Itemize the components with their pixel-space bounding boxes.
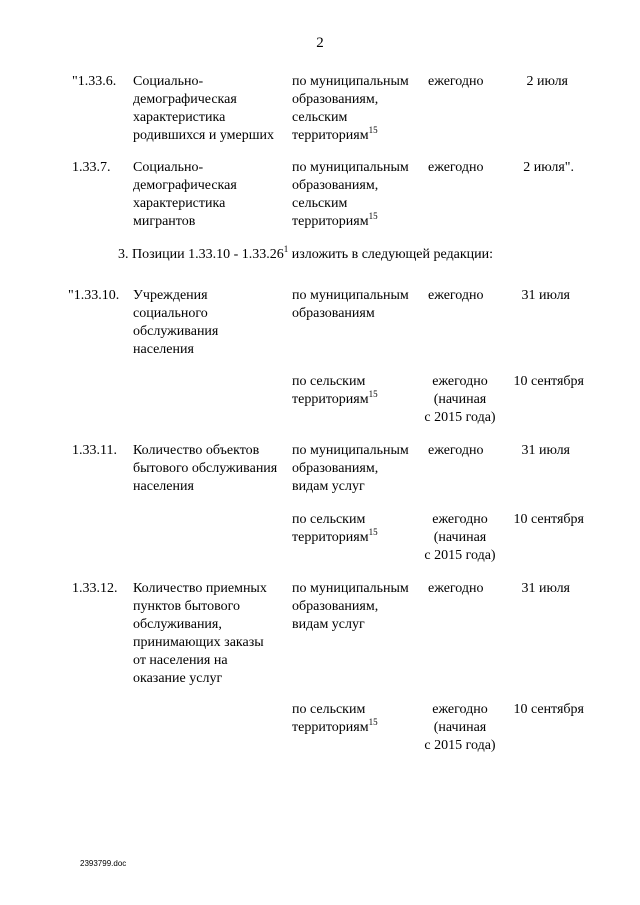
item-sub-breakdown: по сельским территориям$^{15}$ (292, 374, 378, 407)
item-breakdown: по муниципальным образованиям, видам услуг (292, 443, 409, 494)
item-title: Количество объектов бытового обслуживания населения (133, 443, 278, 494)
item-number: 1.33.7. (72, 160, 111, 175)
item-frequency: ежегодно (428, 581, 484, 596)
item-deadline: 2 июля (526, 74, 568, 89)
item-title: Социально- демографическая характеристика родившихся и умерших (133, 74, 274, 143)
footnote-mark: 1 (283, 244, 289, 254)
footnote-mark: 15 (368, 125, 378, 135)
item-deadline: 31 июля (521, 288, 570, 303)
item-sub-deadline: 10 сентября (513, 374, 584, 389)
item-frequency: ежегодно (428, 160, 484, 175)
item-frequency: ежегодно (428, 288, 484, 303)
item-frequency: ежегодно (428, 74, 484, 89)
item-sub-frequency: ежегодно (начиная с 2015 года) (424, 702, 496, 753)
item-sub-breakdown: по сельским территориям$^{15}$ (292, 512, 378, 545)
item-deadline: 2 июля". (523, 160, 574, 175)
item-number: "1.33.10. (68, 288, 120, 303)
footnote-mark: 15 (368, 389, 378, 399)
footnote-mark: 15 (368, 211, 378, 221)
item-title: Социально- демографическая характеристика мигрантов (133, 160, 237, 229)
item-breakdown: по муниципальным образованиям, видам услуг (292, 581, 409, 632)
item-breakdown: по муниципальным образованиям (292, 288, 409, 321)
item-frequency: ежегодно (428, 443, 484, 458)
item-title: Количество приемных пунктов бытового обслуживания, принимающих заказы от населения на оказание услуг (133, 581, 267, 686)
item-number: "1.33.6. (72, 74, 117, 89)
item-title: Учреждения социального обслуживания населения (133, 288, 219, 357)
item-number: 1.33.11. (72, 443, 117, 458)
item-number: 1.33.12. (72, 581, 118, 596)
item-breakdown: по муниципальным образованиям, сельским территориям$^{15}$ (292, 74, 409, 143)
item-sub-frequency: ежегодно (начиная с 2015 года) (424, 374, 496, 425)
item-sub-frequency: ежегодно (начиная с 2015 года) (424, 512, 496, 563)
document-filename: 2393799.doc (80, 859, 127, 868)
item-deadline: 31 июля (521, 581, 570, 596)
item-breakdown: по муниципальным образованиям, сельским территориям$^{15}$ (292, 160, 409, 229)
footnote-mark: 15 (368, 527, 378, 537)
item-sub-deadline: 10 сентября (513, 702, 584, 717)
item-sub-deadline: 10 сентября (513, 512, 584, 527)
page-number: 2 (316, 35, 324, 51)
item-sub-breakdown: по сельским территориям$^{15}$ (292, 702, 378, 735)
item-deadline: 31 июля (521, 443, 570, 458)
amendment-paragraph: 3. Позиции 1.33.10 - 1.33.26$^1$ изложить в следующей редакции: (118, 244, 494, 262)
footnote-mark: 15 (368, 717, 378, 727)
